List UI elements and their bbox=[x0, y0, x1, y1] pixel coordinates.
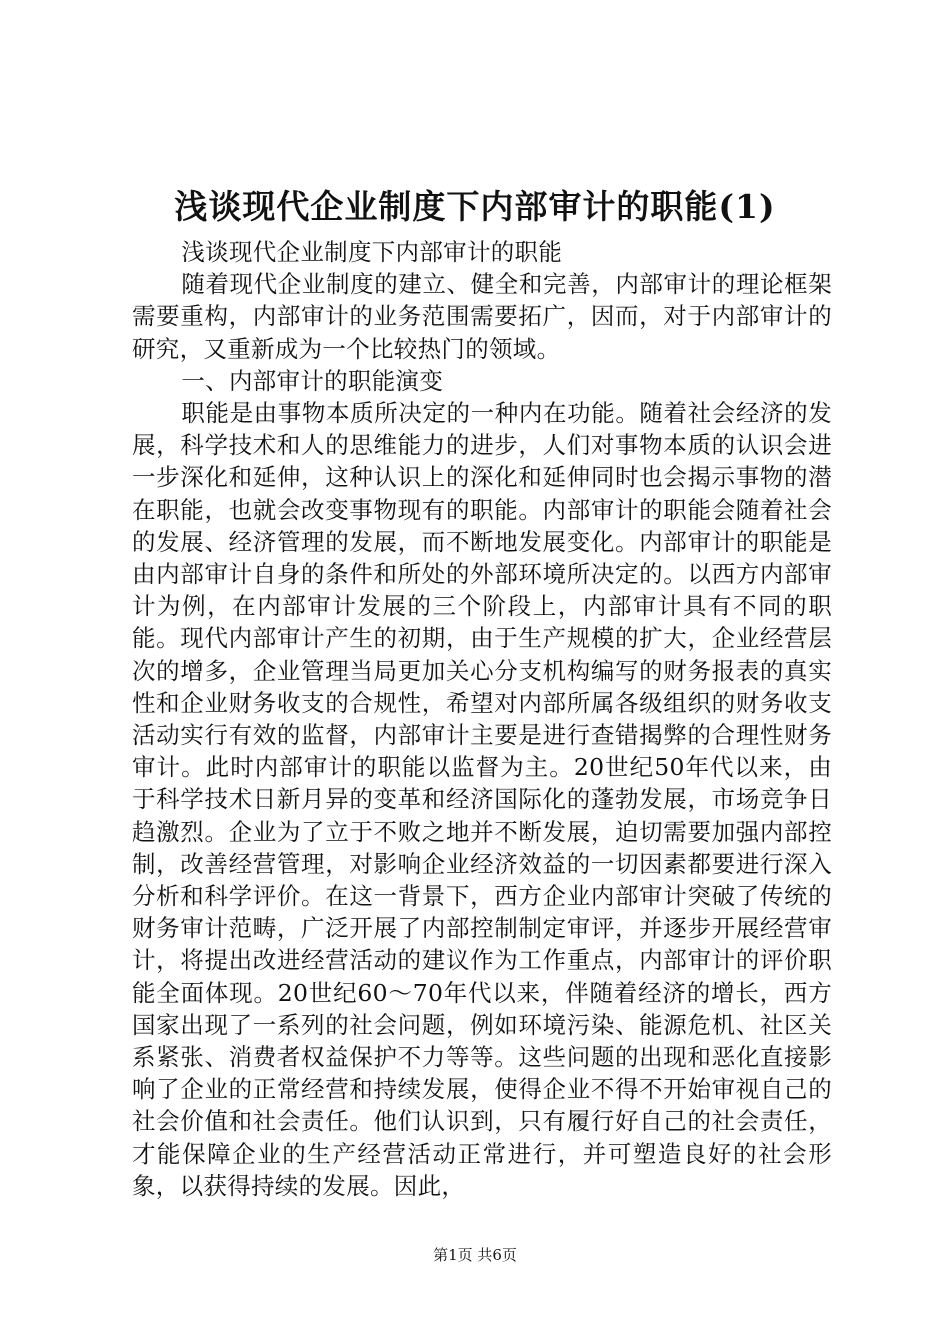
section-heading: 一、内部审计的职能演变 bbox=[181, 366, 444, 395]
document-body bbox=[132, 236, 832, 1202]
intro-paragraph: 随着现代企业制度的建立、健全和完善，内部审计的理论框架需要重构，内部审计的业务范围需要拓广，因而，对于内部审计的研究，又重新成为一个比较热门的领域。 bbox=[132, 270, 832, 363]
page-footer: 第1页 共6页 bbox=[433, 1246, 517, 1264]
document-title: 浅谈现代企业制度下内部审计的职能(1) bbox=[174, 187, 776, 226]
subtitle-paragraph: 浅谈现代企业制度下内部审计的职能 bbox=[181, 238, 563, 266]
body-paragraph: 职能是由事物本质所决定的一种内在功能。随着社会经济的发展，科学技术和人的思维能力的进步，人们对事物本质的认识会进一步深化和延伸，这种认识上的深化和延伸同时也会揭示事物的潜在职能，也就会改变事物现有的职能。内部审计的职能会随着社会的发展、经济管理的发展，而不断地发展变化。内部审计的职能是由内部审计自身的条件和所处的外部环境所决定的。以西方内部审计为例，在内部审计发展的三个阶段上，内部审计具有不同的职能。现代内部审计产生的初期，由于生产规模的扩大，企业经营层次的增多，企业管理当局更加关心分支机构编写的财务报表的真实性和企业财务收支的合规性，希望对内部所属各级组织的财务收支活动实行有效的监督，内部审计主要是进行查错揭弊的合理性财务审计。此时内部审计的职能以监督为主。20世纪50年代以来，由于科学技术日新月异的变革和经济国际化的蓬勃发展，市场竞争日趋激烈。企业为了立于不败之地并不断发展，迫切需要加强内部控制，改善经营管理，对影响企业经济效益的一切因素都要进行深入分析和科学评价。在这一背景下，西方企业内部审计突破了传统的财务审计范畴，广泛开展了内部控制制定审评，并逐步开展经营审计，将提出改进经营活动的建议作为工作重点，内部审计的评价职能全面体现。20世纪60～70年代以来，伴随着经济的增长，西方国家出现了一系列的社会问题，例如环境污染、能源危机、社区关系紧张、消费者权益保护不力等等。这些问题的出现和恶化直接影响了企业的正常经营和持续发展，使得企业不得不开始审视自己的社会价值和社会责任。他们认识到，只有履行好自己的社会责任，才能保障企业的生产经营活动正常进行，并可塑造良好的社会形象，以获得持续的发展。因此， bbox=[132, 399, 832, 1200]
